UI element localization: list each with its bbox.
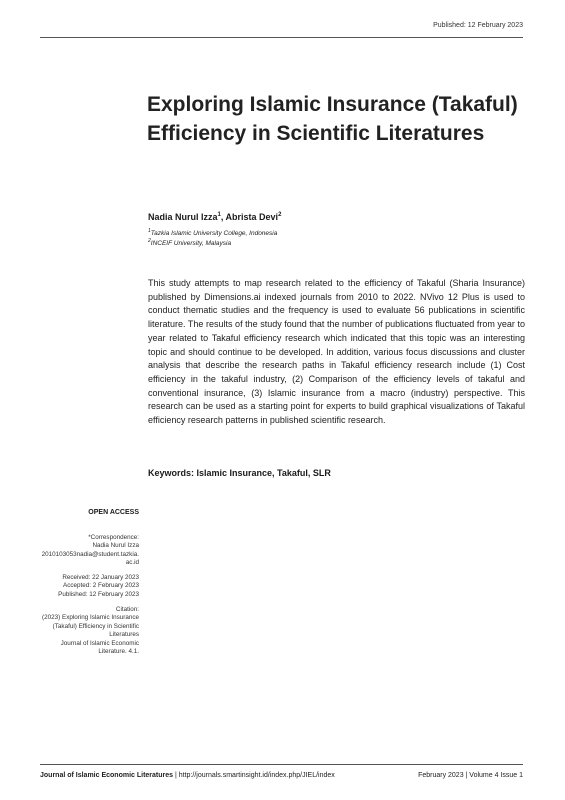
citation-line: (2023) Exploring Islamic Insurance: [42, 614, 139, 622]
correspondence-line: *Correspondence:: [88, 534, 139, 541]
accepted-date: Accepted: 2 February 2023: [63, 582, 139, 590]
author-separator: ,: [220, 212, 226, 222]
footer-divider: [40, 764, 523, 765]
affiliation-marker: 2: [278, 212, 282, 218]
correspondence-email[interactable]: 2010103053nadia@student.tazkia.: [41, 550, 139, 558]
affiliation: [148, 228, 277, 237]
affiliation-text: INCEIF University, Malaysia: [150, 240, 232, 248]
open-access-label: OPEN ACCESS: [88, 509, 139, 516]
header-divider: [40, 37, 523, 38]
author-name: Nadia Nurul Izza: [148, 212, 218, 222]
published-date-side: Published: 12 February 2023: [58, 590, 139, 598]
correspondence-block: [40, 534, 139, 568]
affiliation-marker: 1: [148, 228, 151, 234]
citation-line: Journal of Islamic Economic: [60, 639, 139, 647]
correspondence-line: Nadia Nurul Izza: [92, 542, 139, 550]
footer-journal: [40, 772, 335, 779]
citation-line: Literatures: [109, 631, 139, 639]
author-list: [148, 212, 281, 222]
journal-name: Journal of Islamic Economic Literatures: [40, 772, 174, 779]
affiliation-marker: 2: [148, 238, 151, 244]
correspondence-email[interactable]: ac.id: [125, 559, 139, 567]
journal-url[interactable]: | http://journals.smartinsight.id/index.php/JIEL/index: [173, 772, 335, 779]
article-title: Exploring Islamic Insurance (Takaful) Efficiency in Scientific Literatures: [147, 93, 518, 145]
affiliation-text: Tazkia Islamic University College, Indonesia: [150, 230, 278, 238]
citation-line: Citation:: [115, 606, 139, 613]
citation-block: [40, 606, 139, 656]
citation-line: Literature. 4.1.: [98, 648, 139, 656]
citation-line: (Takaful) Efficiency in Scientific: [52, 622, 139, 630]
author-name: Abrista Devi: [225, 212, 279, 222]
footer-issue: February 2023 | Volume 4 Issue 1: [418, 772, 523, 779]
received-date: Received: 22 January 2023: [62, 574, 139, 581]
affiliation: [148, 238, 231, 247]
keywords: Keywords: Islamic Insurance, Takaful, SLR: [148, 468, 331, 478]
dates-block: [40, 574, 139, 599]
published-date: Published: 12 February 2023: [433, 22, 523, 29]
affiliation-marker: 1: [217, 212, 221, 218]
abstract: This study attempts to map research related to the efficiency of Takaful (Sharia Insurance) published by Dimensions.ai indexed journals from 2010 to 2022. NVivo 12 Plus is used to conduct thematic studies and the frequency is used to evaluate 56 publications in scientific literature. The results of the study found that the number of publications fluctuated from year to year related to Takaful efficiency research which indicated that this topic was an interesting topic and should continue to be developed. In addition, various focus discussions and cluster analysis that describe the research paths in Takaful efficiency research include (1) Cost efficiency in the takaful industry, (2) Comparison of the efficiency levels of takaful and conventional insurance, (3) Islamic insurance from a macro (industry) perspective. This research can be used as a starting point for experts to build graphical visualizations of Takaful efficiency research patterns in published scientific research.: [148, 278, 525, 426]
